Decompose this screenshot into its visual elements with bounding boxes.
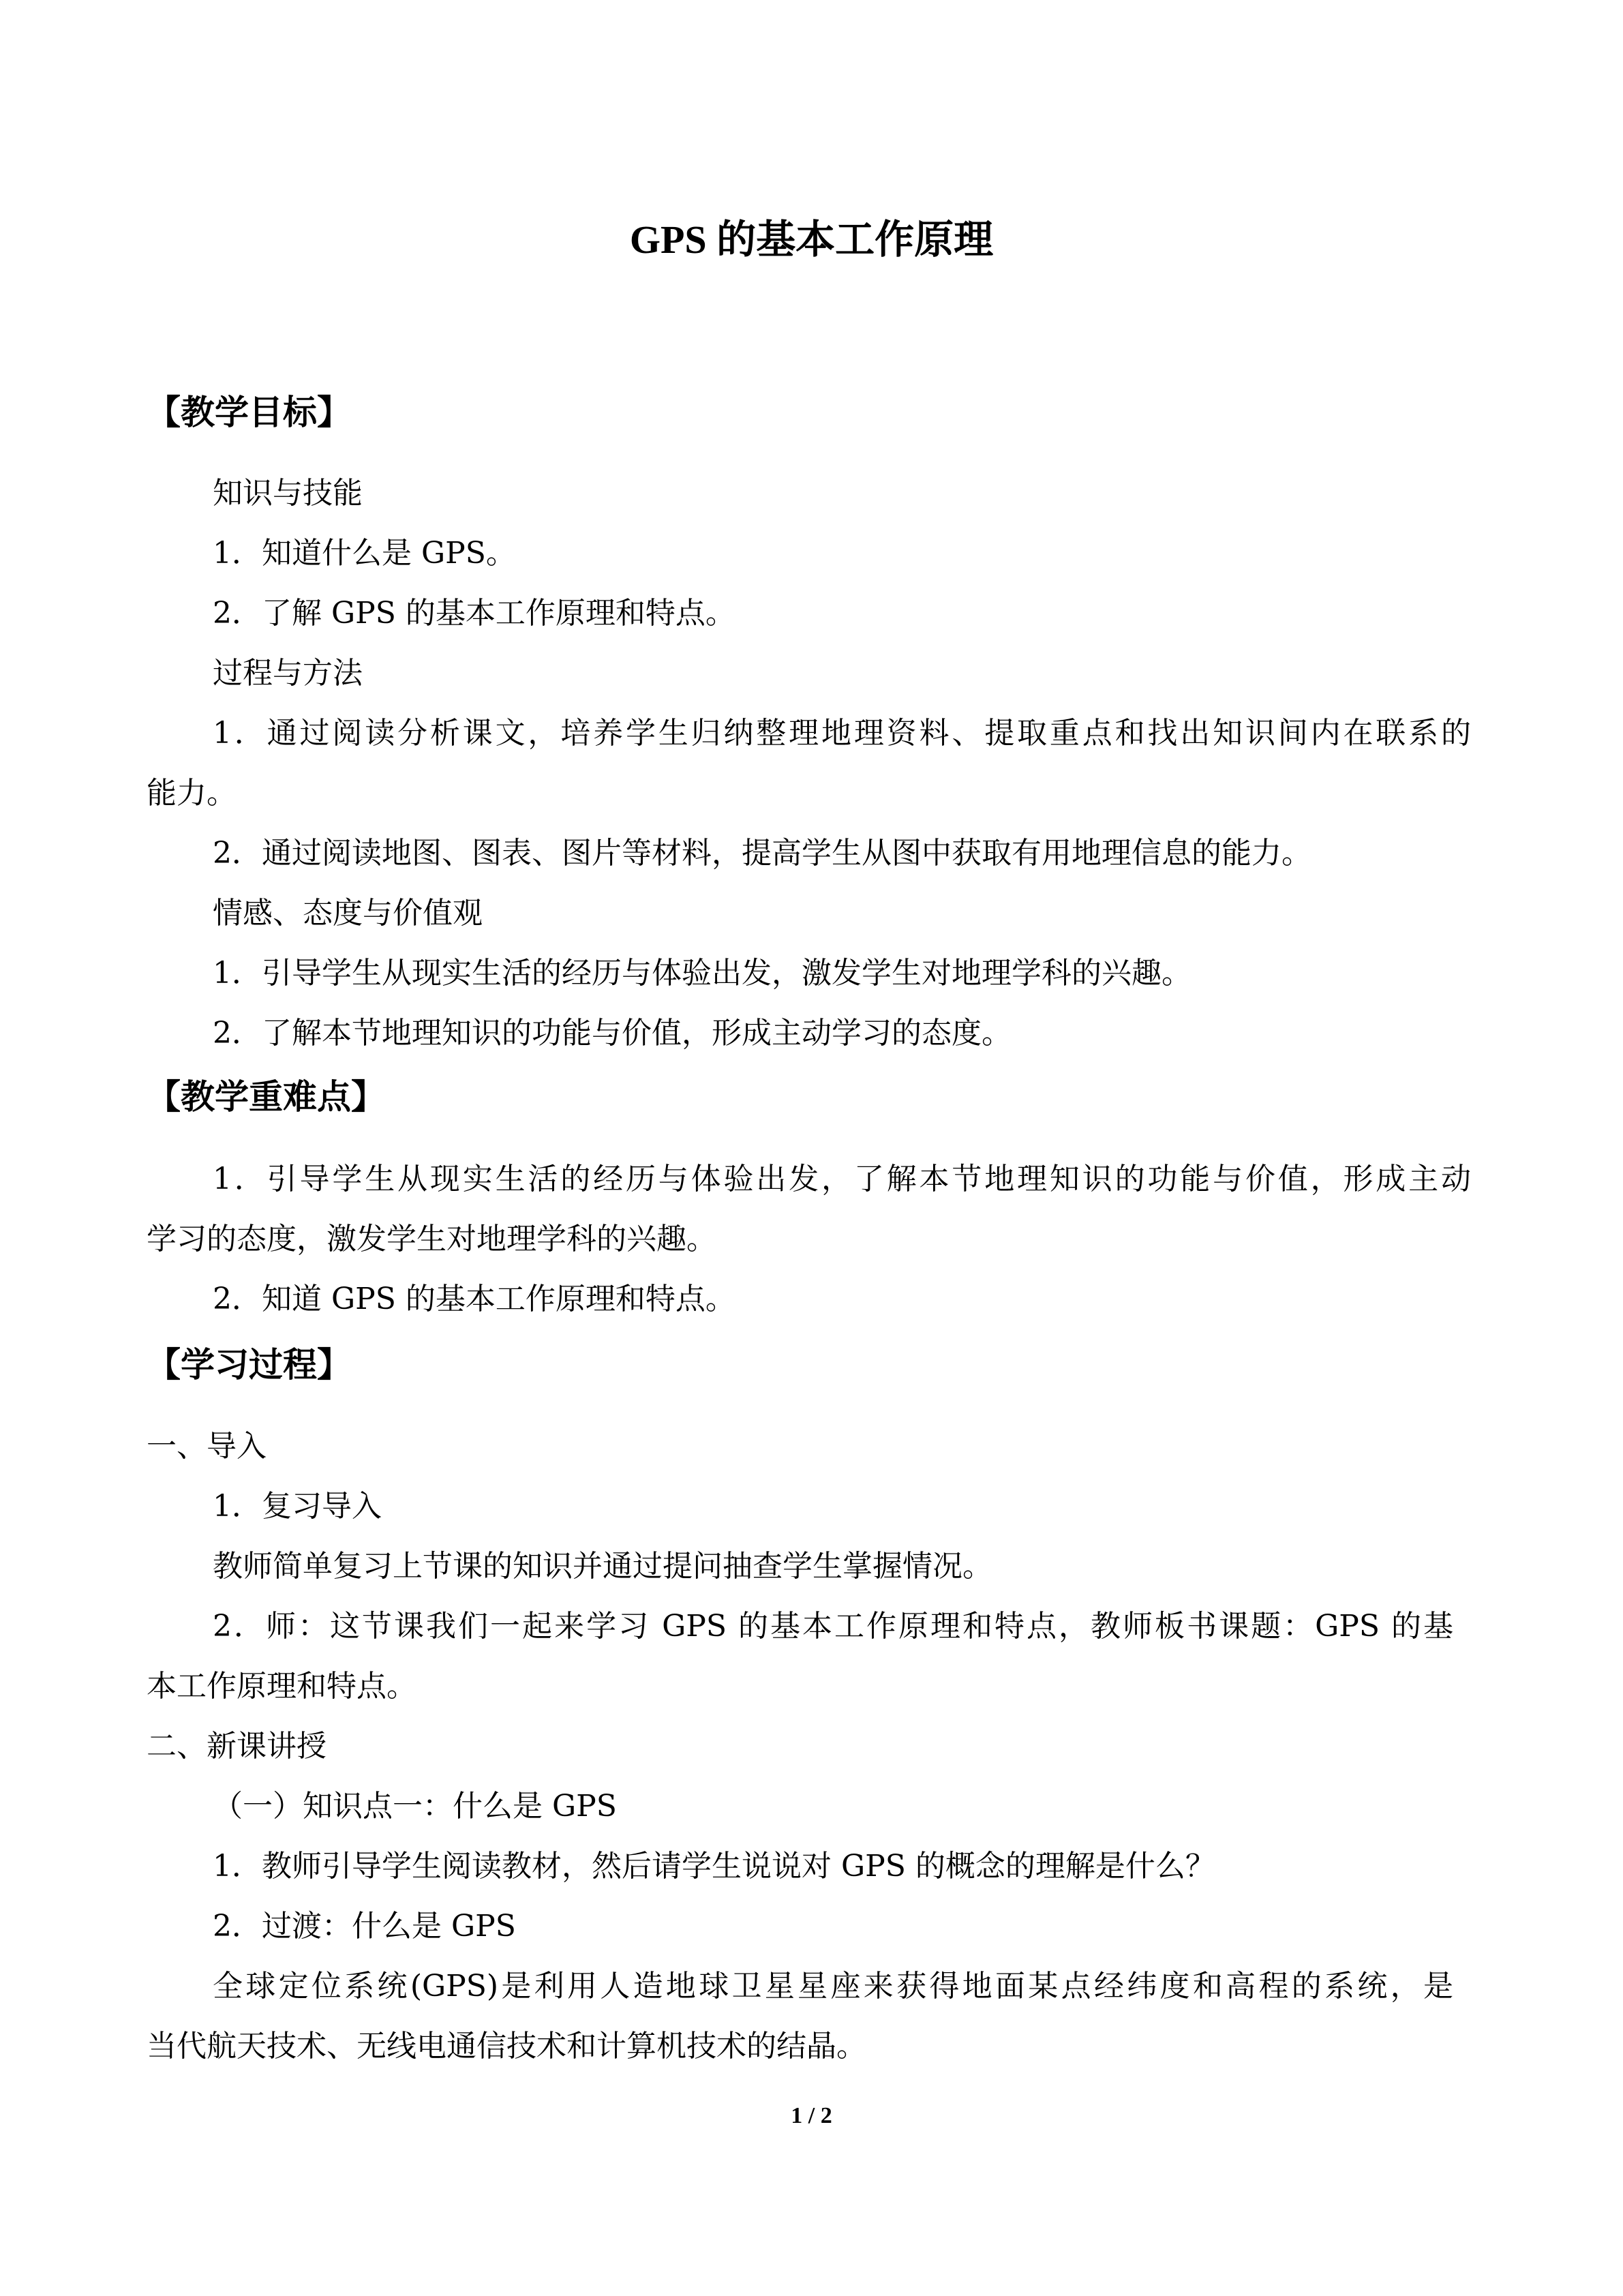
subheading-knowledge-skills: 知识与技能: [213, 476, 363, 511]
goal-item: 1．通过阅读分析课文，培养学生归纳整理地理资料、提取重点和找出知识间内在联系的: [213, 716, 1471, 751]
difficulty-item-continuation: 学习的态度，激发学生对地理学科的兴趣。: [147, 1222, 716, 1256]
process-step-continuation: 本工作原理和特点。: [147, 1669, 416, 1704]
section-heading-goals: 【教学目标】: [147, 393, 351, 432]
difficulty-item: 2．知道 GPS 的基本工作原理和特点。: [213, 1282, 735, 1316]
definition-paragraph: 全球定位系统(GPS)是利用人造地球卫星星座来获得地面某点经纬度和高程的系统，是: [213, 1969, 1453, 2004]
process-step: 1．复习导入: [213, 1489, 382, 1524]
process-step-text: 教师简单复习上节课的知识并通过提问抽查学生掌握情况。: [213, 1549, 992, 1584]
process-part-new-lesson: 二、新课讲授: [147, 1729, 327, 1764]
definition-paragraph-continuation: 当代航天技术、无线电通信技术和计算机技术的结晶。: [147, 2029, 866, 2064]
goal-item: 2．了解 GPS 的基本工作原理和特点。: [213, 596, 735, 631]
knowledge-point-heading: （一）知识点一：什么是 GPS: [213, 1789, 617, 1824]
goal-item-continuation: 能力。: [147, 776, 237, 811]
section-heading-process: 【学习过程】: [147, 1345, 351, 1385]
subheading-process-method: 过程与方法: [213, 656, 363, 691]
process-step: 1．教师引导学生阅读教材，然后请学生说说对 GPS 的概念的理解是什么？: [213, 1849, 1215, 1884]
goal-item: 1．知道什么是 GPS。: [213, 536, 516, 571]
goal-item: 2．了解本节地理知识的功能与价值，形成主动学习的态度。: [213, 1016, 1012, 1051]
subheading-emotion-values: 情感、态度与价值观: [213, 896, 483, 931]
process-step: 2．过渡：什么是 GPS: [213, 1909, 516, 1944]
page-number: 1 / 2: [791, 2103, 832, 2128]
goal-item: 1．引导学生从现实生活的经历与体验出发，激发学生对地理学科的兴趣。: [213, 956, 1192, 991]
process-part-intro: 一、导入: [147, 1429, 267, 1464]
process-step: 2．师：这节课我们一起来学习 GPS 的基本工作原理和特点，教师板书课题：GPS 的基: [213, 1609, 1453, 1644]
difficulty-item: 1．引导学生从现实生活的经历与体验出发，了解本节地理知识的功能与价值，形成主动: [213, 1162, 1471, 1196]
document-title: GPS 的基本工作原理: [629, 217, 994, 262]
section-heading-difficulties: 【教学重难点】: [147, 1077, 385, 1117]
goal-item: 2．通过阅读地图、图表、图片等材料，提高学生从图中获取有用地理信息的能力。: [213, 836, 1311, 871]
